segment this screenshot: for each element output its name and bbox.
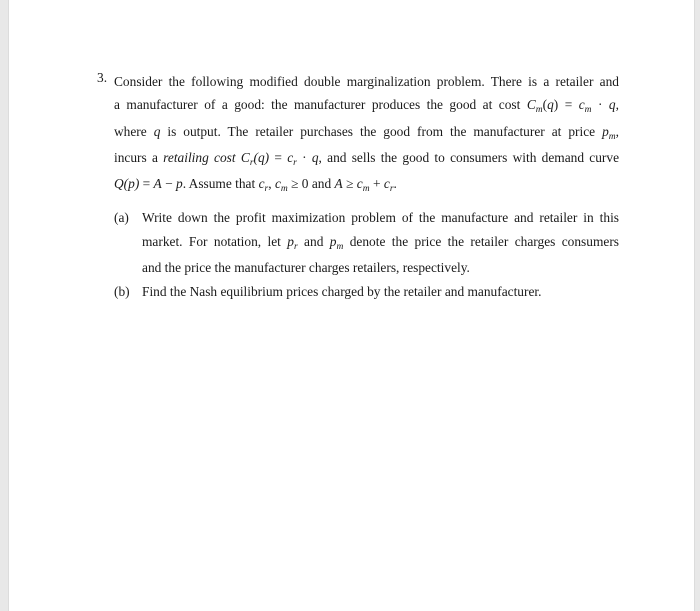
part-b-label: (b) bbox=[114, 284, 130, 300]
problem-number: 3. bbox=[97, 70, 108, 85]
statement-line-1: Consider the following modified double marginalization problem. There is a retailer and bbox=[114, 74, 619, 89]
statement-line-2: a manufacturer of a good: the manufacturer produces the good at cost $C_m(q) = c_m \cdot q$, bbox=[114, 97, 619, 116]
problem-parts bbox=[114, 206, 619, 303]
part-a-label: (a) bbox=[114, 210, 129, 226]
problem-3 bbox=[97, 70, 619, 305]
document-page bbox=[8, 0, 695, 611]
statement-line-5: Q(p) = A − p. Assume that $c_r$, $c_m \ge 0$ and $A \ge c_m + c_r$. bbox=[114, 176, 397, 195]
part-b-text: Find the Nash equilibrium prices charged by the retailer and manufacturer. bbox=[142, 284, 542, 300]
part-a-text: Write down the profit maximization problem of the manufacture and retailer in this market. For notation, let $p_r$ and $p_m$ denote the price the retailer charges consumers and the price the manufacturer charges retailers, respectively. bbox=[142, 210, 619, 276]
part-b bbox=[114, 280, 619, 303]
problem-statement bbox=[114, 70, 619, 198]
part-a bbox=[114, 206, 619, 279]
statement-line-3: where q is output. The retailer purchases the good from the manufacturer at price $p_m$, bbox=[114, 123, 619, 142]
statement-line-4: incurs a retailing cost $C_r(q) = c_r \cdot q$, and sells the good to consumers with demand curve bbox=[114, 149, 620, 168]
